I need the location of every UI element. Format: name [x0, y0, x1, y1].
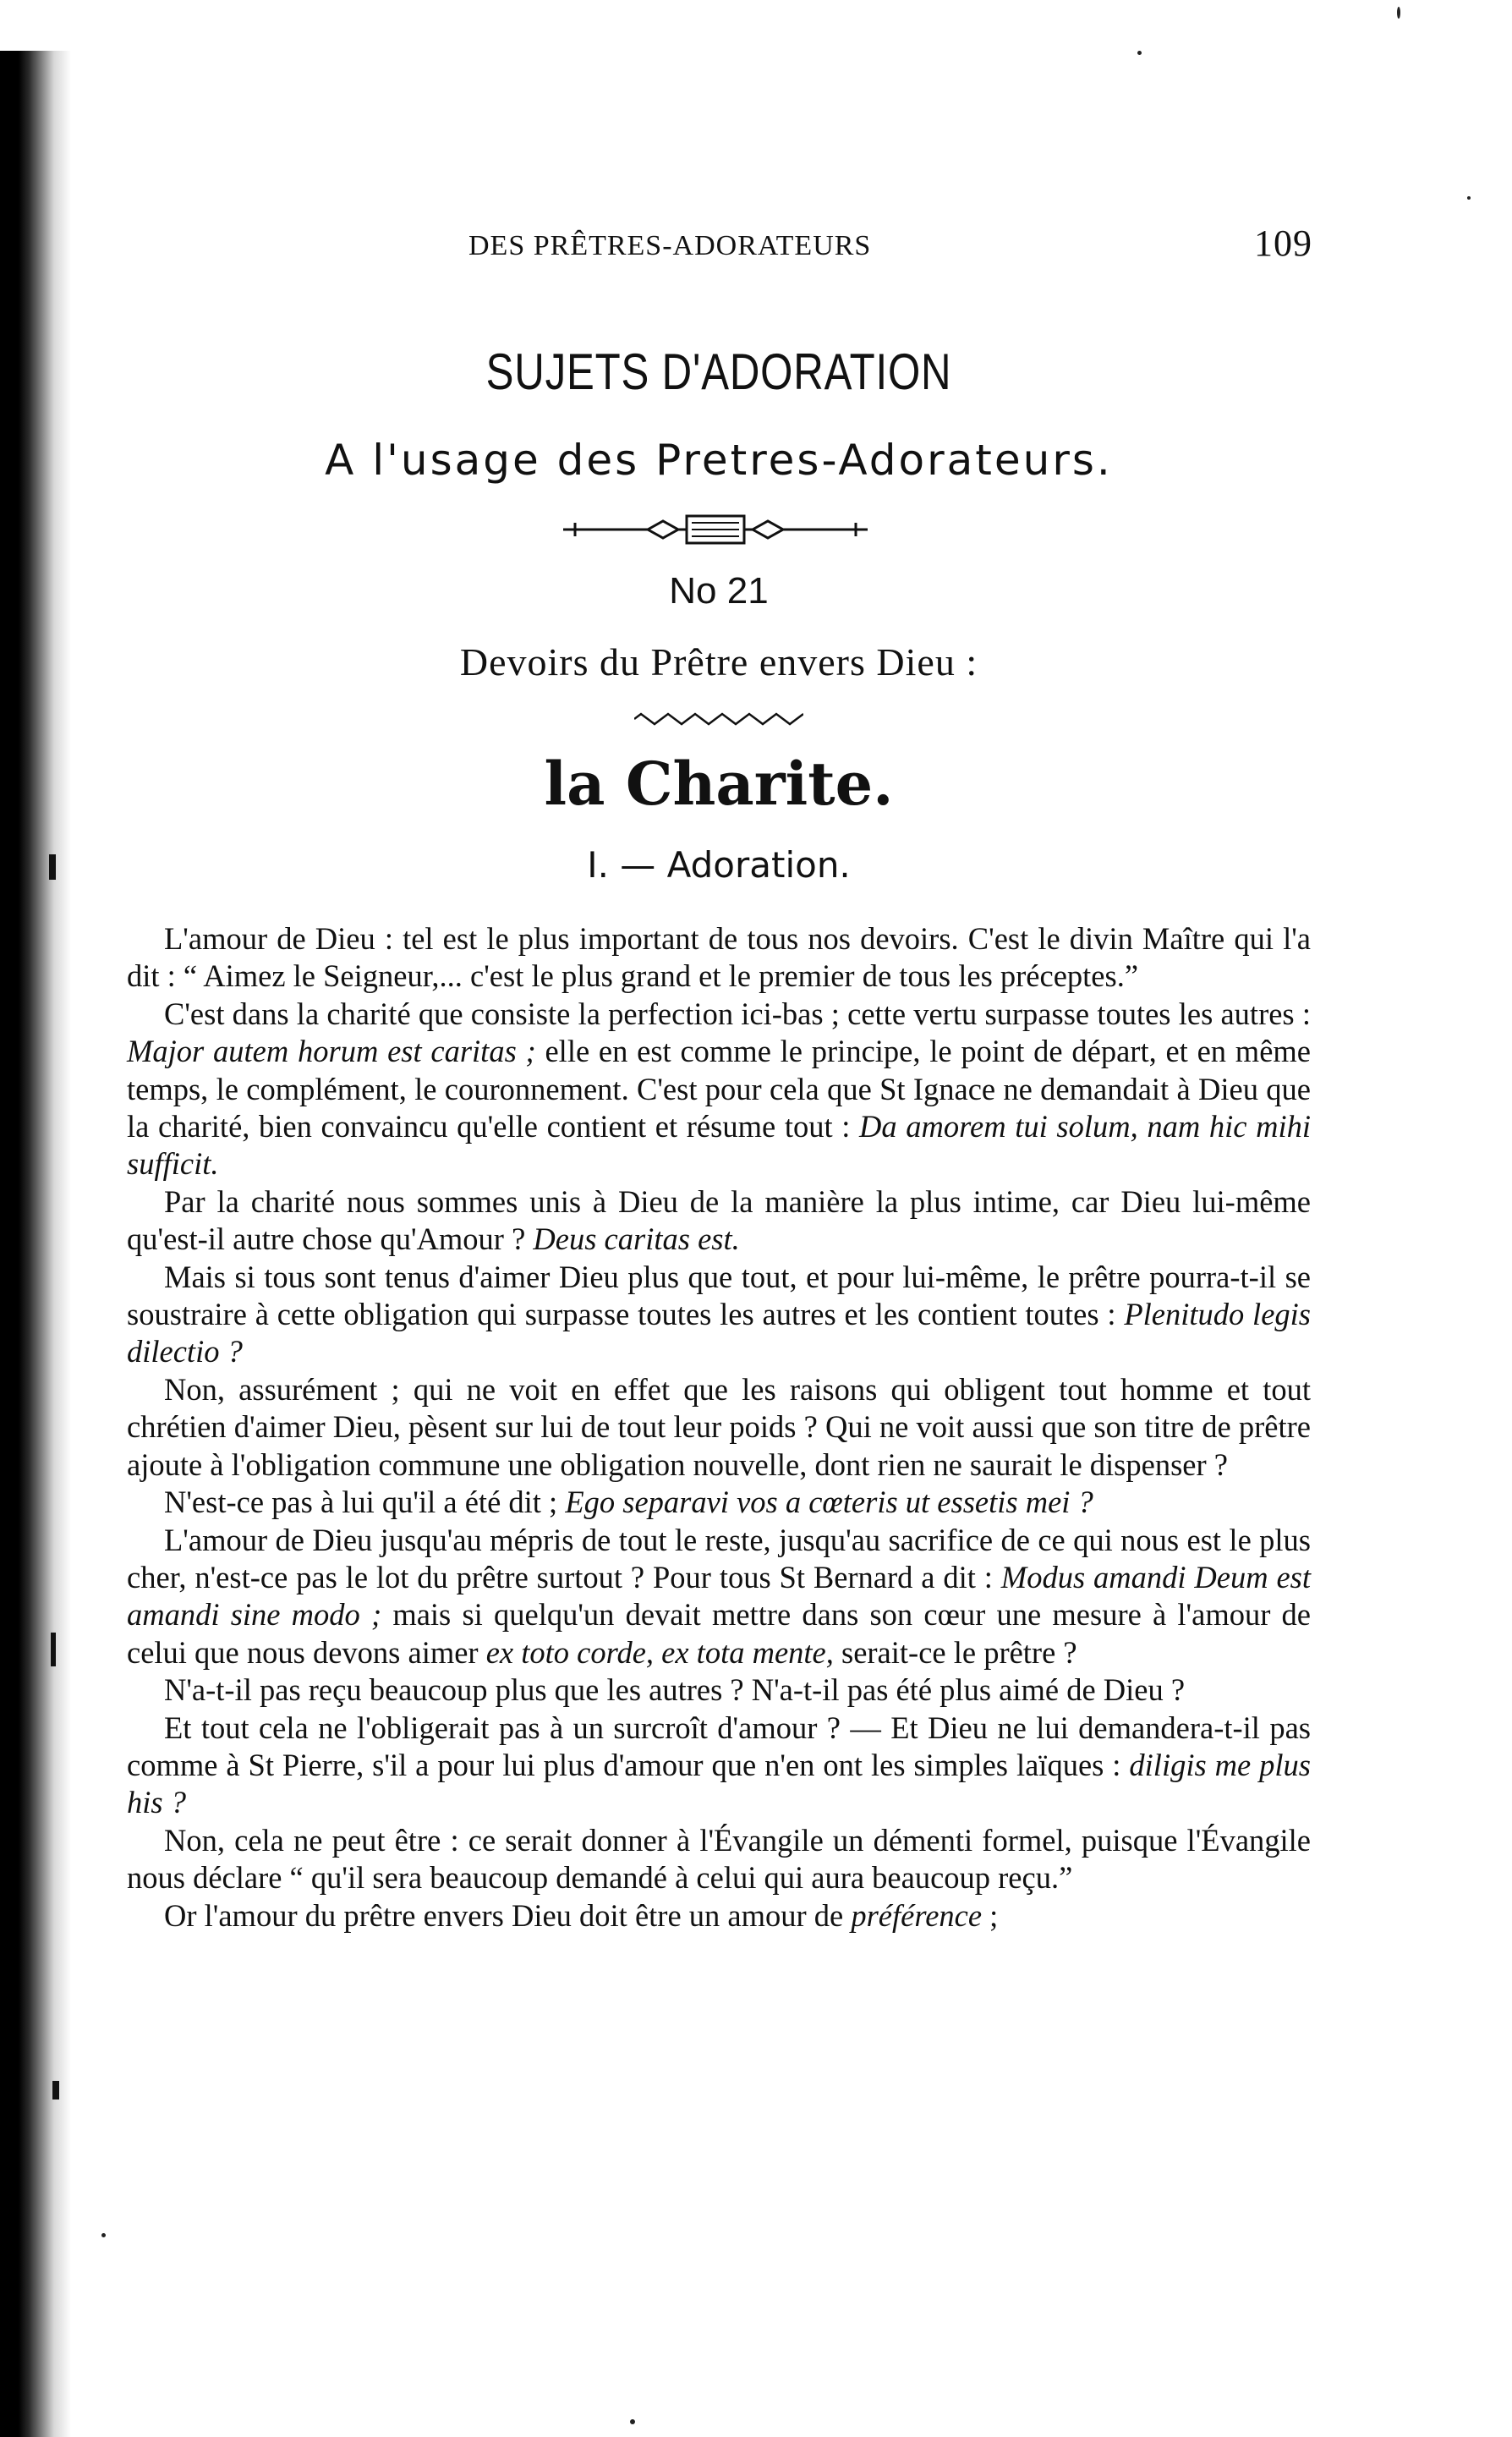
text-segment: mais si quelqu'un devait mettre dans son cœur une mesure à l'amour de celui que nous devons aimer [127, 1597, 1312, 1670]
text-segment: L'amour de Dieu : tel est le plus important de tous nos devoirs. C'est le divin Maître qui l'a dit : “ Aimez le Seigneur,... c'est le plus grand et le premier de tous les préceptes.” [127, 921, 1311, 994]
paragraph [127, 1897, 1311, 1935]
latin-quotation: Major autem horum est caritas ; [127, 1034, 536, 1069]
text-segment: Non, cela ne peut être : ce serait donner à l'Évangile un démenti formel, puisque l'Évangile nous déclare “ qu'il sera beaucoup demandé à celui qui aura beaucoup reçu.” [127, 1822, 1311, 1896]
text-segment: Non, assurément ; qui ne voit en effet que les raisons qui obligent tout homme et tout chrétien d'aimer Dieu, pèsent sur lui de tout leur poids ? Qui ne voit aussi que son titre de prêtre ajoute à l'obligation commune une obligation nouvelle, dont rien ne saurait le dispenser ? [127, 1371, 1311, 1482]
subject-title: la Charite. [544, 749, 894, 819]
book-spine-shadow [0, 51, 71, 2437]
paragraph [127, 1484, 1311, 1521]
text-segment: N'est-ce pas à lui qu'il a été dit ; [164, 1485, 566, 1520]
page-title: SUJETS D'ADORATION [485, 343, 952, 400]
text-segment: Par la charité nous sommes unis à Dieu de la manière la plus intime, car Dieu lui-même qu'est-il autre chose qu'Amour ? [127, 1183, 1311, 1257]
latin-quotation: préférence [851, 1897, 983, 1933]
page-number: 109 [1254, 222, 1312, 264]
spine-mark [52, 2081, 59, 2099]
latin-quotation: Deus caritas est. [533, 1221, 740, 1257]
paragraph [127, 1259, 1311, 1371]
text-segment: Or l'amour du prêtre envers Dieu doit être un amour de [164, 1897, 852, 1933]
spine-mark [49, 854, 56, 880]
text-segment: Mais si tous sont tenus d'aimer Dieu plus que tout, et pour lui-même, le prêtre pourra-t-il se soustraire à cette obligation qui surpasse toutes les autres et les contient toutes : [127, 1259, 1311, 1332]
text-segment: ; [982, 1897, 999, 1933]
paragraph [127, 996, 1311, 1183]
speck [1397, 7, 1400, 19]
section-heading: I. — Adoration. [587, 844, 851, 886]
page-subtitle: A l'usage des Pretres-Adorateurs. [325, 436, 1113, 485]
speck [101, 2233, 106, 2237]
latin-quotation: Modus amandi Deum est amandi sine modo ; [127, 1559, 1311, 1633]
text-segment: serait-ce le prêtre ? [833, 1634, 1077, 1670]
speck [630, 2419, 635, 2424]
paragraph [127, 1822, 1311, 1897]
running-title: DES PRÊTRES-ADORATEURS [468, 230, 872, 261]
running-header [127, 222, 1311, 269]
paragraph [127, 1671, 1311, 1709]
text-segment: C'est dans la charité que consiste la perfection ici-bas ; cette vertu surpasse toutes les autres : [164, 996, 1311, 1031]
body-text [127, 920, 1311, 1935]
text-segment: N'a-t-il pas reçu beaucoup plus que les autres ? N'a-t-il pas été plus aimé de Dieu ? [164, 1672, 1186, 1708]
paragraph [127, 1371, 1311, 1484]
latin-quotation: Ego separavi vos a cœteris ut essetis mei ? [565, 1485, 1093, 1520]
speck [1467, 196, 1471, 200]
text-segment: L'amour de Dieu jusqu'au mépris de tout le reste, jusqu'au sacrifice de ce qui nous est le plus cher, n'est-ce pas le lot du prêtre surtout ? Pour tous St Bernard a dit : [127, 1522, 1311, 1594]
latin-quotation: Da amorem tui solum, nam hic mihi sufficit. [127, 1109, 1311, 1182]
speck [1137, 51, 1142, 55]
latin-quotation: Plenitudo legis dilectio ? [127, 1297, 1311, 1369]
spine-mark [51, 1633, 56, 1666]
paragraph [127, 1183, 1311, 1259]
ornament-divider-icon [563, 511, 868, 548]
text-segment: elle en est comme le principe, le point de départ, et en même temps, le complément, le couronnement. C'est pour cela que St Ignace ne demandait à Dieu que la charité, bien convaincu qu'elle contient et résume tout : [127, 1034, 1311, 1144]
article-heading: Devoirs du Prêtre envers Dieu : [459, 640, 978, 683]
paragraph [127, 1522, 1311, 1672]
paragraph [127, 920, 1311, 996]
article-number: No 21 [669, 570, 769, 612]
text-segment: Et tout cela ne l'obligerait pas à un surcroît d'amour ? — Et Dieu ne lui demandera-t-il pas comme à St Pierre, s'il a pour lui plus d'amour que n'en ont les simples laïques : [127, 1710, 1311, 1782]
squiggle-divider-icon [634, 712, 803, 726]
paragraph [127, 1710, 1311, 1822]
latin-quotation: ex toto corde, ex tota mente, [485, 1634, 834, 1670]
latin-quotation: diligis me plus his ? [127, 1747, 1311, 1820]
